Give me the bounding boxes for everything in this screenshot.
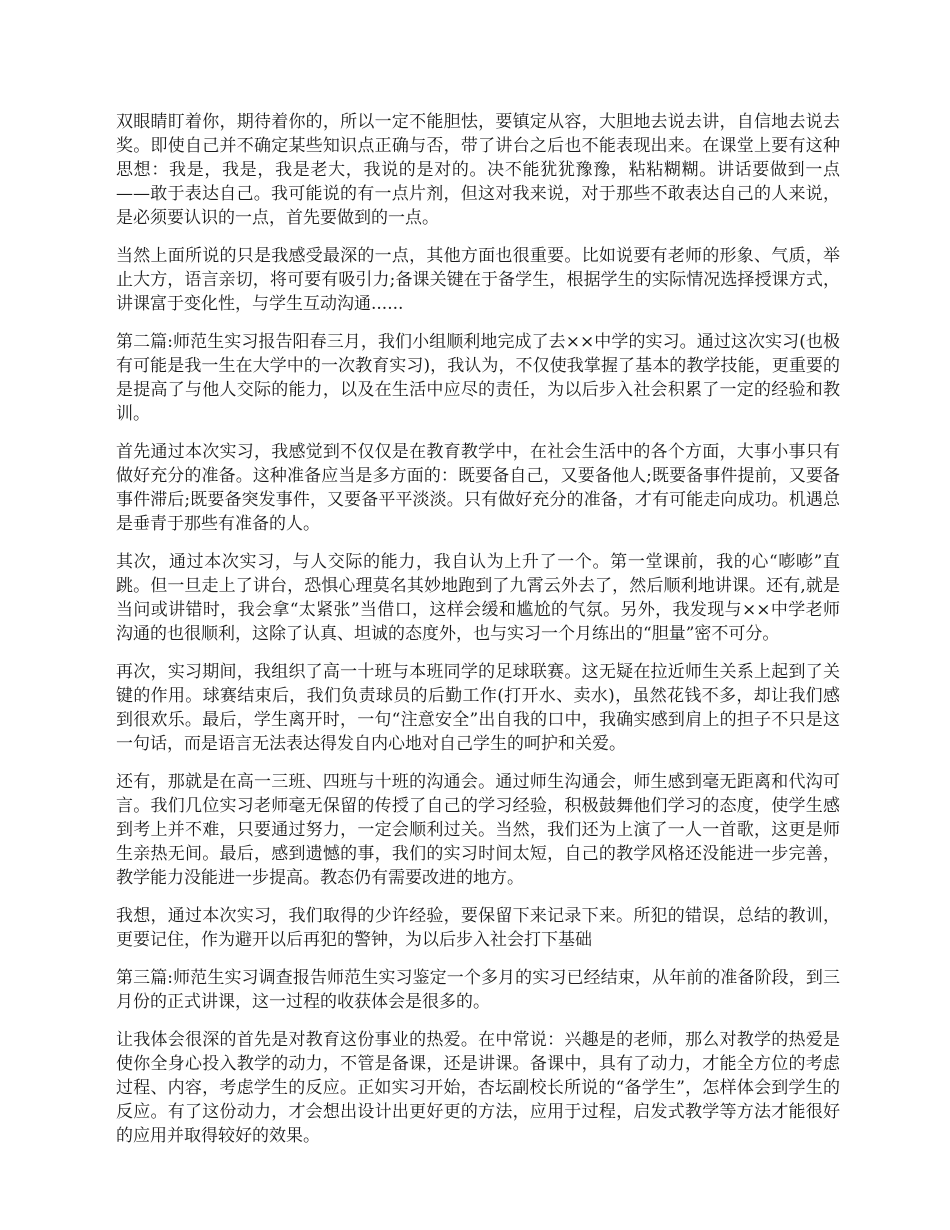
paragraph-5: 其次，通过本次实习，与人交际的能力，我自认为上升了一个。第一堂课前，我的心“嘭嘭”直跳。但一旦走上了讲台，恐惧心理莫名其妙地跑到了九霄云外去了，然后顺利地讲课。还有,就是当问或讲错时，我会拿“太紧张”当借口，这样会缓和尴尬的气氛。另外，我发现与××中学老师沟通的也很顺利，这除了认真、坦诚的态度外，也与实习一个月练出的“胆量”密不可分。 (116, 552, 840, 644)
document-page (116, 110, 840, 1162)
paragraph-10: 让我体会很深的首先是对教育这份事业的热爱。在中常说：兴趣是的老师，那么对教学的热爱是使你全身心投入教学的动力，不管是备课，还是讲课。备课中，具有了动力，才能全方位的考虑过程、内容，考虑学生的反应。正如实习开始，杏坛副校长所说的“备学生”，怎样体会到学生的反应。有了这份动力，才会想出设计出更好更的方法，应用于过程，启发式教学等方法才能很好的应用并取得较好的效果。 (116, 1030, 840, 1146)
paragraph-9: 第三篇:师范生实习调查报告师范生实习鉴定一个多月的实习已经结束，从年前的准备阶段，到三月份的正式讲课，这一过程的收获体会是很多的。 (116, 968, 840, 1012)
paragraph-8: 我想，通过本次实习，我们取得的少许经验，要保留下来记录下来。所犯的错误，总结的教训，更要记住，作为避开以后再犯的警钟，为以后步入社会打下基础 (116, 906, 840, 950)
paragraph-2: 当然上面所说的只是我感受最深的一点，其他方面也很重要。比如说要有老师的形象、气质，举止大方，语言亲切，将可要有吸引力;备课关键在于备学生，根据学生的实际情况选择授课方式，讲课富于变化性，与学生互动沟通...... (116, 246, 840, 314)
paragraph-4: 首先通过本次实习，我感觉到不仅仅是在教育教学中，在社会生活中的各个方面，大事小事只有做好充分的准备。这种准备应当是多方面的：既要备自己，又要备他人;既要备事件提前，又要备事件滞后;既要备突发事件，又要备平平淡淡。只有做好充分的准备，才有可能走向成功。机遇总是垂青于那些有准备的人。 (116, 442, 840, 534)
paragraph-6: 再次，实习期间，我组织了高一十班与本班同学的足球联赛。这无疑在拉近师生关系上起到了关键的作用。球赛结束后，我们负责球员的后勤工作(打开水、卖水)，虽然花钱不多，却让我们感到很欢乐。最后，学生离开时，一句“注意安全”出自我的口中，我确实感到肩上的担子不只是这一句话，而是语言无法表达得发自内心地对自己学生的呵护和关爱。 (116, 662, 840, 754)
paragraph-7: 还有，那就是在高一三班、四班与十班的沟通会。通过师生沟通会，师生感到毫无距离和代沟可言。我们几位实习老师毫无保留的传授了自己的学习经验，积极鼓舞他们学习的态度，使学生感到考上并不难，只要通过努力，一定会顺利过关。当然，我们还为上演了一人一首歌，这更是师生亲热无间。最后，感到遗憾的事，我们的实习时间太短，自己的教学风格还没能进一步完善，教学能力没能进一步提高。教态仍有需要改进的地方。 (116, 772, 840, 888)
paragraph-1: 双眼睛盯着你，期待着你的，所以一定不能胆怯，要镇定从容，大胆地去说去讲，自信地去说去奖。即使自己并不确定某些知识点正确与否，带了讲台之后也不能表现出来。在课堂上要有这种思想：我是，我是，我是老大，我说的是对的。决不能犹犹豫豫，粘粘糊糊。讲话要做到一点——敢于表达自己。我可能说的有一点片剂，但这对我来说，对于那些不敢表达自己的人来说，是必须要认识的一点，首先要做到的一点。 (116, 112, 840, 228)
paragraph-3: 第二篇:师范生实习报告阳春三月，我们小组顺利地完成了去××中学的实习。通过这次实习(也极有可能是我一生在大学中的一次教育实习)，我认为，不仅使我掌握了基本的教学技能，更重要的是提高了与他人交际的能力，以及在生活中应尽的责任，为以后步入社会积累了一定的经验和教训。 (116, 332, 840, 424)
